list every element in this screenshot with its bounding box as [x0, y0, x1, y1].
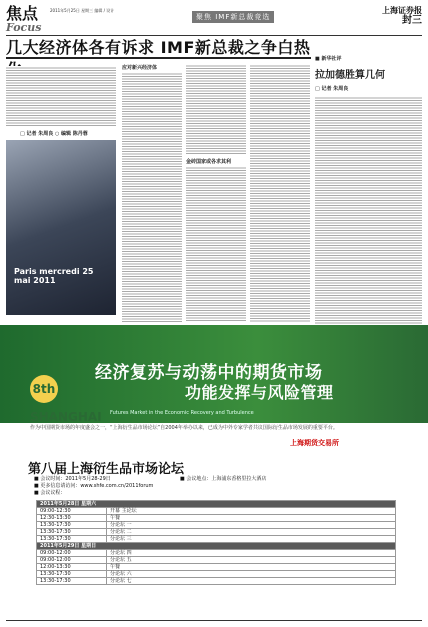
- banner-title-2: 功能发挥与风险管理: [185, 383, 334, 402]
- section-head-2: 金砖国家或各求其利: [186, 159, 232, 165]
- body-column-3: [250, 64, 310, 322]
- agenda-session: 分论坛 七: [107, 578, 396, 585]
- masthead: [6, 6, 422, 36]
- agenda-session: 分论坛 二: [107, 529, 396, 536]
- section-head-1: 应对新兴经济体: [122, 65, 158, 71]
- main-headline: 几大经济体各有诉求 IMF新总裁之争白热: [6, 38, 311, 57]
- section-label: 焦点 Focus: [6, 4, 42, 34]
- agenda-time: 13:30-17:30: [37, 529, 107, 536]
- agenda-day-row: [37, 543, 396, 550]
- commentary-kicker: ■ 新华社评: [315, 56, 342, 62]
- banner-subtitle: Futures Market in the Economic Recovery and Turbulence: [110, 410, 254, 416]
- agenda-time: 13:30-17:30: [37, 571, 107, 578]
- agenda-session: 分论坛 四: [107, 550, 396, 557]
- topic-tag: 聚焦 IMF新总裁竞选: [192, 11, 274, 23]
- photo-caption: Paris mercredi 25 mai 2011: [14, 267, 94, 285]
- agenda-time: 12:30-13:30: [37, 515, 107, 522]
- agenda-time: 09:00-12:00: [37, 550, 107, 557]
- commentary-body: [315, 96, 422, 326]
- agenda-day: 2011年5月29日 星期日: [37, 543, 396, 550]
- body-column-2: [186, 64, 246, 154]
- agenda-time: 13:30-17:30: [37, 522, 107, 529]
- lead-paragraph: [6, 66, 116, 126]
- forum-venue: ■ 会议地点：上海浦东香格里拉大酒店: [180, 476, 267, 482]
- agenda-row: [37, 578, 396, 585]
- newspaper-brand: 上海证券报 封三: [382, 6, 422, 26]
- agenda-row: [37, 536, 396, 543]
- commentary-column: [315, 37, 422, 327]
- agenda-time: 13:30-17:30: [37, 578, 107, 585]
- agenda-row: [37, 529, 396, 536]
- forum-banner: [0, 325, 428, 423]
- agenda-row: [37, 550, 396, 557]
- agenda-session: 分论坛 五: [107, 557, 396, 564]
- forum-info: ■ 会议时间：2011年5月28-29日 ■ 更多信息请访问：www.shfe.com.cn/2011forum ■ 会议议程：: [34, 476, 154, 496]
- agenda-session: 分论坛 六: [107, 571, 396, 578]
- agenda-time: 09:00-12:30: [37, 508, 107, 515]
- agenda-row: [37, 508, 396, 515]
- sponsor-logo: 上海期货交易所: [290, 439, 339, 447]
- forum-title: 第八届上海衍生品市场论坛: [28, 462, 185, 477]
- issue-meta: 2011年5月25日 星期三 编辑 / 设计: [50, 8, 115, 13]
- agenda-day-row: [37, 501, 396, 508]
- footer-rule: [6, 620, 422, 621]
- agenda-session: 分论坛 一: [107, 522, 396, 529]
- agenda-session: 开幕 主论坛: [107, 508, 396, 515]
- agenda-row: [37, 522, 396, 529]
- agenda-session: 午餐: [107, 515, 396, 522]
- banner-title-1: 经济复苏与动荡中的期货市场: [95, 363, 323, 383]
- commentary-title: 拉加德胜算几何: [315, 70, 385, 81]
- agenda-time: 09:00-12:00: [37, 557, 107, 564]
- agenda-time: 13:30-17:30: [37, 536, 107, 543]
- agenda-row: [37, 515, 396, 522]
- agenda-time: 12:00-13:30: [37, 564, 107, 571]
- body-column-2b: [186, 166, 246, 322]
- forum-intro: 作为中国期货市场的年度盛会之一，“上海衍生品市场论坛”自2004年举办以来，已成为中外专家学者共议国际衍生品市场发展的重要平台。: [30, 425, 338, 431]
- agenda-session: 午餐: [107, 564, 396, 571]
- agenda-row: [37, 564, 396, 571]
- agenda-day: 2011年5月28日 星期六: [37, 501, 396, 508]
- lead-photo: [6, 140, 116, 315]
- agenda-table: [36, 500, 396, 585]
- body-column-1: [122, 72, 182, 322]
- agenda-session: 分论坛 三: [107, 536, 396, 543]
- agenda-row: [37, 571, 396, 578]
- commentary-byline: □ 记者 朱周良: [315, 86, 349, 92]
- agenda-row: [37, 557, 396, 564]
- lead-byline: □ 记者 朱周良 ○ 编辑 陈丹蓉: [20, 131, 88, 137]
- forum-logo: 8th SHANGHAI: [30, 375, 58, 403]
